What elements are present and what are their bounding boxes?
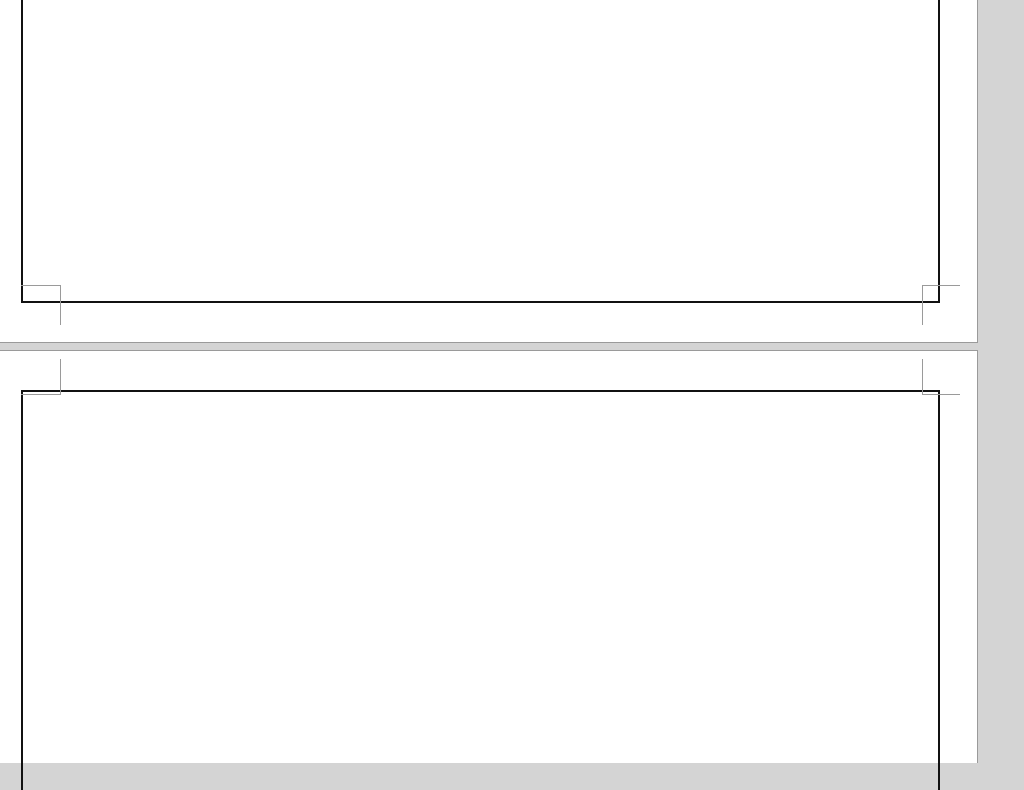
crop-mark bbox=[21, 394, 61, 395]
page-border-frame bbox=[21, 0, 940, 303]
page-border-frame bbox=[21, 390, 940, 790]
crop-mark bbox=[60, 359, 61, 395]
document-page-47 bbox=[0, 350, 978, 763]
document-page-46 bbox=[0, 0, 978, 343]
crop-mark bbox=[922, 394, 960, 395]
crop-mark bbox=[21, 285, 61, 286]
crop-mark bbox=[922, 359, 923, 395]
crop-mark bbox=[922, 285, 960, 286]
crop-mark bbox=[922, 285, 923, 325]
crop-mark bbox=[60, 285, 61, 325]
